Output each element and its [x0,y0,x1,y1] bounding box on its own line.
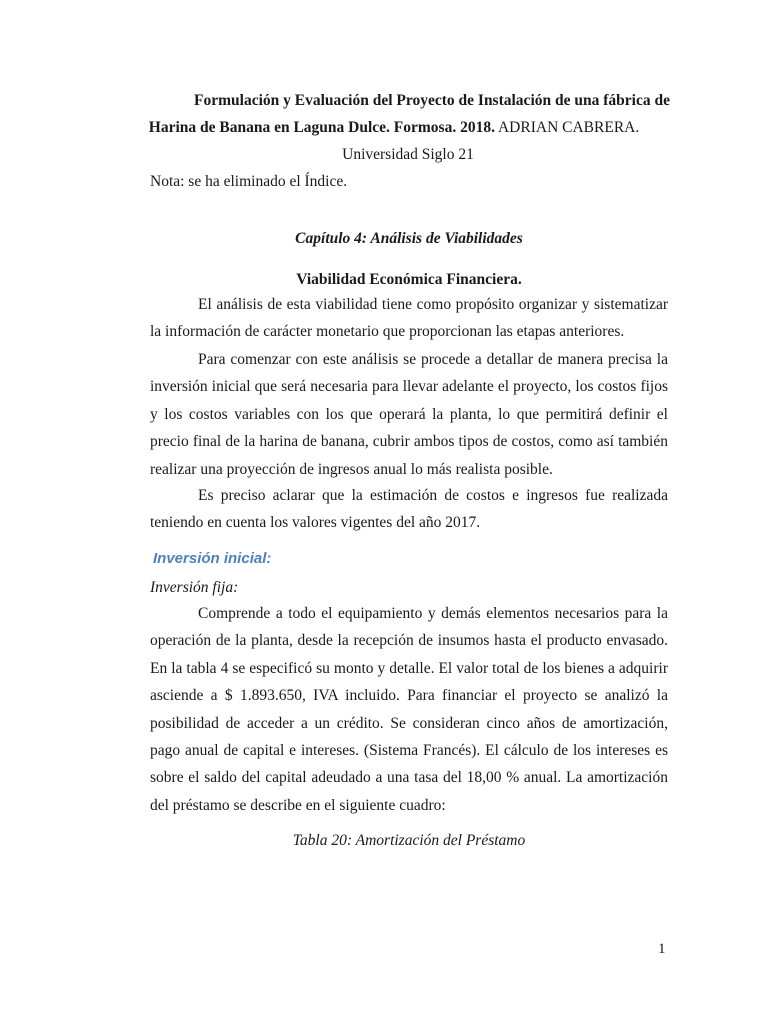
inversion-inicial-heading: Inversión inicial: [153,550,272,567]
paragraph-2: Para comenzar con este análisis se procede a detallar de manera precisa la inversión inicial que será necesaria para llevar adelante el proyecto, los costos fijos y los costos variables con los que operará la planta, lo que permitirá definir el precio final de la harina de banana, cubrir ambos tipos de costos, como así también realizar una proyección de ingresos anual lo más realista posible. [150,351,668,478]
note-line [150,172,347,192]
note-text: Nota: se ha eliminado el Índice. [150,173,348,190]
title-line-2 [0,118,768,138]
inversion-fija-text: Inversión fija: [150,579,239,596]
section-title-text: Viabilidad Económica Financiera. [296,271,522,288]
title-text-2: Harina de Banana en Laguna Dulce. Formosa. 2018. [148,119,495,136]
paragraph-4: Comprende a todo el equipamiento y demás elementos necesarios para la operación de la planta, desde la recepción de insumos hasta el producto envasado. En la tabla 4 se especificó su monto y detalle. El valor total de los bienes a adquirir asciende a $ 1.893.650, IVA incluido. Para financiar el proyecto se analizó la posibilidad de acceder a un crédito. Se consideran cinco años de amortización, pago anual de capital e intereses. (Sistema Francés). El cálculo de los intereses es sobre el saldo del capital adeudado a una tasa del 18,00 % anual. La amortización del préstamo se describe en el siguiente cuadro: [150,605,668,814]
university-line [0,145,768,165]
paragraph-1: El análisis de esta viabilidad tiene como propósito organizar y sistematizar la información de carácter monetario que proporcionan las etapas anteriores. [150,296,668,341]
inversion-fija-subheading [150,578,238,598]
title-line-1 [0,91,768,111]
table-caption [0,831,768,851]
table-caption-text: Tabla 20: Amortización del Préstamo [292,832,526,849]
author-name: ADRIAN CABRERA. [494,119,640,136]
section-title [0,270,768,290]
title-text-1: Formulación y Evaluación del Proyecto de Instalación de una fábrica de [194,92,670,109]
chapter-title-text: Capítulo 4: Análisis de Viabilidades [295,230,523,247]
chapter-title [0,229,768,249]
paragraph-3: Es preciso aclarar que la estimación de costos e ingresos fue realizada teniendo en cuenta los valores vigentes del año 2017. [150,487,668,532]
page-number: 1 [658,941,666,957]
university-name: Universidad Siglo 21 [342,146,474,163]
